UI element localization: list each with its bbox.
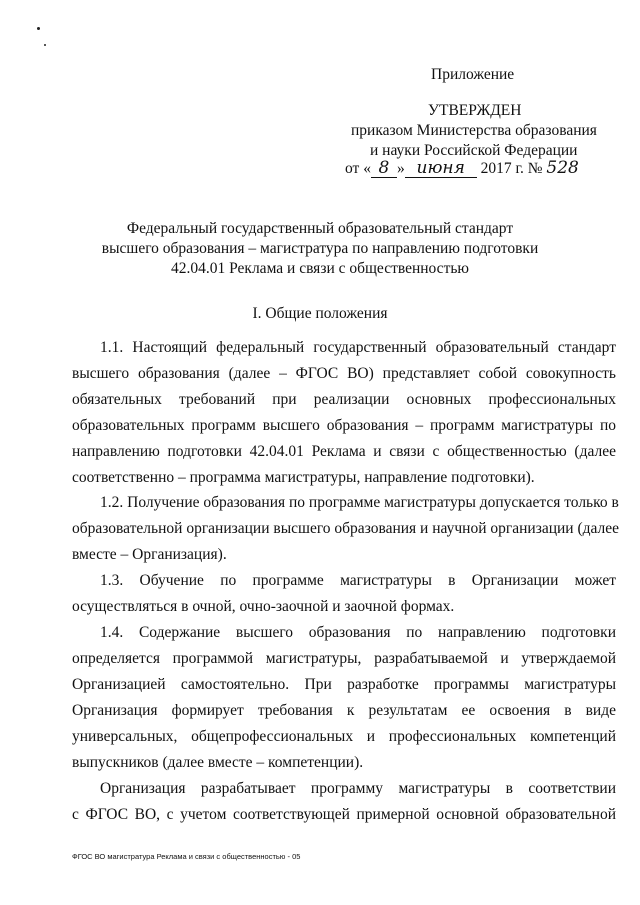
body-line: 1.4. Содержание высшего образования по направлению подготовки (100, 624, 616, 641)
body-paragraph-1 (72, 335, 616, 491)
title-line-2: высшего образования – магистратура по направлению подготовки (101, 240, 539, 257)
scan-speck (37, 27, 40, 30)
date-prefix: от « (345, 160, 371, 177)
order-line-2: и науки Российской Федерации (370, 142, 578, 159)
body-line: соответственно – программа магистратуры, направление подготовки). (72, 469, 535, 486)
body-line: осуществляться в очной, очно-заочной и заочной формах. (72, 598, 455, 615)
approved-label: УТВЕРЖДЕН (428, 102, 522, 119)
title-line-3: 42.04.01 Реклама и связи с общественностью (171, 260, 469, 277)
body-line: определяется программой магистратуры, разрабатываемой и утверждаемой (72, 650, 616, 667)
body-line: образовательной организации высшего образования и научной организации (далее (72, 520, 620, 537)
body-line: 1.1. Настоящий федеральный государственный образовательный стандарт (100, 339, 616, 356)
year-number-label: 2017 г. № (480, 160, 543, 177)
scan-speck (44, 44, 46, 46)
body-line: выпускников (далее вместе – компетенции). (72, 754, 364, 771)
appendix-label: Приложение (431, 66, 515, 83)
body-line: обязательных требований при реализации основных профессиональных (72, 391, 616, 408)
body-paragraph-2 (72, 490, 620, 568)
order-line-1: приказом Министерства образования (351, 122, 597, 139)
body-line: образовательных программ высшего образования – программ магистратуры по (72, 417, 616, 434)
body-paragraph-4 (72, 620, 616, 776)
page-footer: ФГОС ВО магистратура Реклама и связи с общественностью - 05 (72, 852, 301, 861)
body-paragraph-3 (72, 568, 616, 620)
body-line: Организацией самостоятельно. При разработке программы магистратуры (72, 676, 616, 693)
body-line: 1.2. Получение образования по программе магистратуры допускается только в (100, 494, 619, 511)
handwritten-number: 528 (546, 158, 579, 178)
body-line: Организация формирует требования к результатам ее освоения в виде (72, 702, 616, 719)
handwritten-month: июня (405, 159, 477, 178)
body-line: с ФГОС ВО, с учетом соответствующей примерной основной образовательной (72, 806, 616, 823)
section-heading: I. Общие положения (252, 305, 388, 322)
date-mid: » (396, 160, 405, 177)
body-line: вместе – Организация). (72, 546, 227, 563)
body-line: универсальных, общепрофессиональных и профессиональных компетенций (72, 728, 616, 745)
standard-title (0, 219, 640, 279)
handwritten-day: 8 (371, 159, 397, 178)
order-date-line (345, 158, 583, 179)
body-line: направлению подготовки 42.04.01 Реклама и связи с общественностью (далее (72, 443, 616, 460)
title-line-1: Федеральный государственный образовательный стандарт (126, 220, 514, 237)
body-line: 1.3. Обучение по программе магистратуры в Организации может (100, 572, 616, 589)
body-line: высшего образования (далее – ФГОС ВО) представляет собой совокупность (72, 365, 616, 382)
body-line: Организация разрабатывает программу магистратуры в соответствии (100, 780, 616, 797)
body-paragraph-5 (72, 776, 616, 828)
